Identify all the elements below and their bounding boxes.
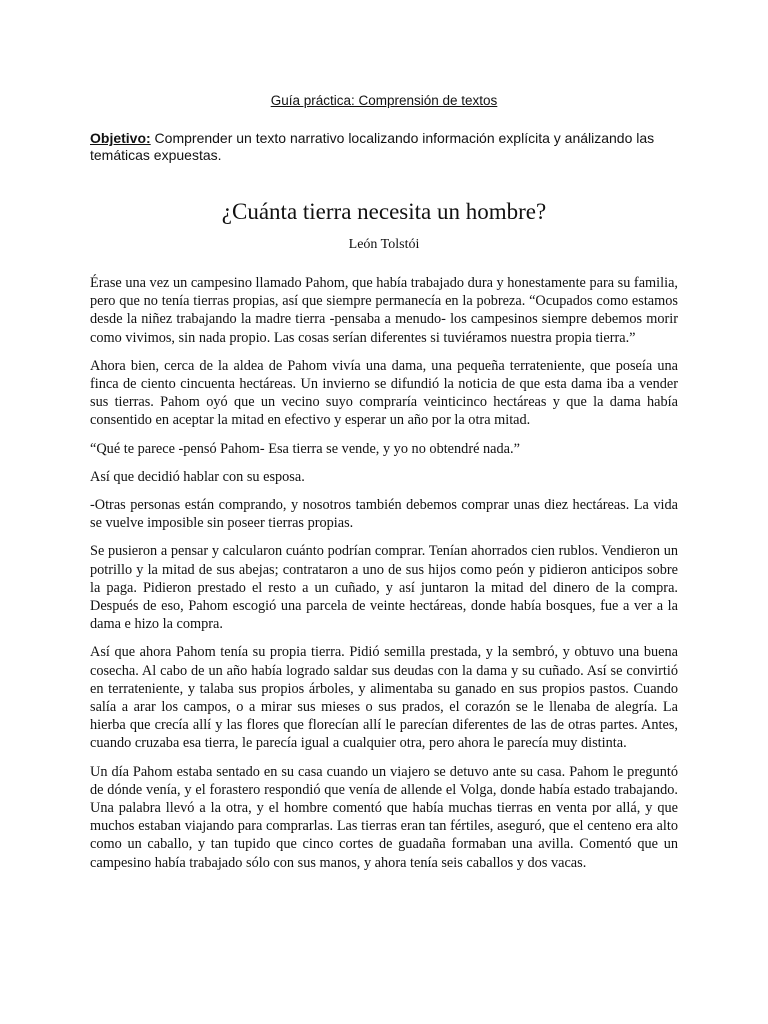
- paragraph: -Otras personas están comprando, y nosotros también debemos comprar unas diez hectáreas. La vida se vuelve imposible sin poseer tierras propias.: [90, 497, 678, 532]
- paragraph: Se pusieron a pensar y calcularon cuánto podrían comprar. Tenían ahorrados cien rublos. Vendieron un potrillo y la mitad de sus abejas; contrataron a uno de sus hijos como peón y pidieron anticipos sobre la paga. Pidieron prestado el resto a un cuñado, y así juntaron la mitad del dinero de la compra. Después de eso, Pahom escogió una parcela de veinte hectáreas, donde había bosques, fue a ver a la dama e hizo la compra.: [90, 543, 678, 633]
- story-body: [90, 274, 678, 872]
- paragraph: “Qué te parece -pensó Pahom- Esa tierra se vende, y yo no obtendré nada.”: [90, 440, 520, 457]
- objective-text: Comprender un texto narrativo localizando información explícita y análizando las temáticas expuestas.: [90, 130, 655, 163]
- paragraph: Érase una vez un campesino llamado Pahom, que había trabajado dura y honestamente para su familia, pero que no tenía tierras propias, así que siempre permanecía en la pobreza. “Ocupados como estamos desde la niñez trabajando la madre tierra -pensaba a menudo- los campesinos siempre debemos morir como vivimos, sin nada propio. Las cosas serían diferentes si tuviéramos nuestra propia tierra.”: [90, 275, 678, 346]
- story-title: ¿Cuánta tierra necesita un hombre?: [221, 199, 547, 224]
- objective: [90, 130, 678, 164]
- paragraph: Ahora bien, cerca de la aldea de Pahom vivía una dama, una pequeña terrateniente, que poseía una finca de ciento cincuenta hectáreas. Un invierno se difundió la noticia de que esta dama iba a vender sus tierras. Pahom oyó que un vecino suyo compraría veinticinco hectáreas y que la dama había consentido en aceptar la mitad en efectivo y esperar un año por la otra mitad.: [90, 357, 678, 429]
- paragraph: Así que decidió hablar con su esposa.: [90, 468, 305, 485]
- story-author: León Tolstói: [348, 237, 420, 252]
- objective-label: Objetivo:: [90, 130, 151, 146]
- paragraph: Un día Pahom estaba sentado en su casa cuando un viajero se detuvo ante su casa. Pahom le preguntó de dónde venía, y el forastero respondió que venía de allende el Volga, donde había estado trabajando. Una palabra llevó a la otra, y el hombre comentó que había muchas tierras en venta por allá, y que muchos estaban viajando para comprarlas. Las tierras eran tan fértiles, aseguró, que el centeno era alto como un caballo, y tan tupido que cinco cortes de guadaña formaban una avilla. Comentó que un campesino había trabajado sólo con sus manos, y ahora tenía seis caballos y dos vacas.: [90, 763, 678, 871]
- paragraph: Así que ahora Pahom tenía su propia tierra. Pidió semilla prestada, y la sembró, y obtuvo una buena cosecha. Al cabo de un año había logrado saldar sus deudas con la dama y su cuñado. Así se convirtió en terrateniente, y talaba sus propios árboles, y alimentaba su ganado en sus propios pastos. Cuando salía a arar los campos, o a mirar sus mieses o sus prados, el corazón se le llenaba de alegría. La hierba que crecía allí y las flores que florecían allí le parecían diferentes de las de otras partes. Antes, cuando cruzaba esa tierra, le parecía igual a cualquier otra, pero ahora le parecía muy distinta.: [90, 644, 678, 752]
- guide-title: Guía práctica: Comprensión de textos: [270, 93, 498, 108]
